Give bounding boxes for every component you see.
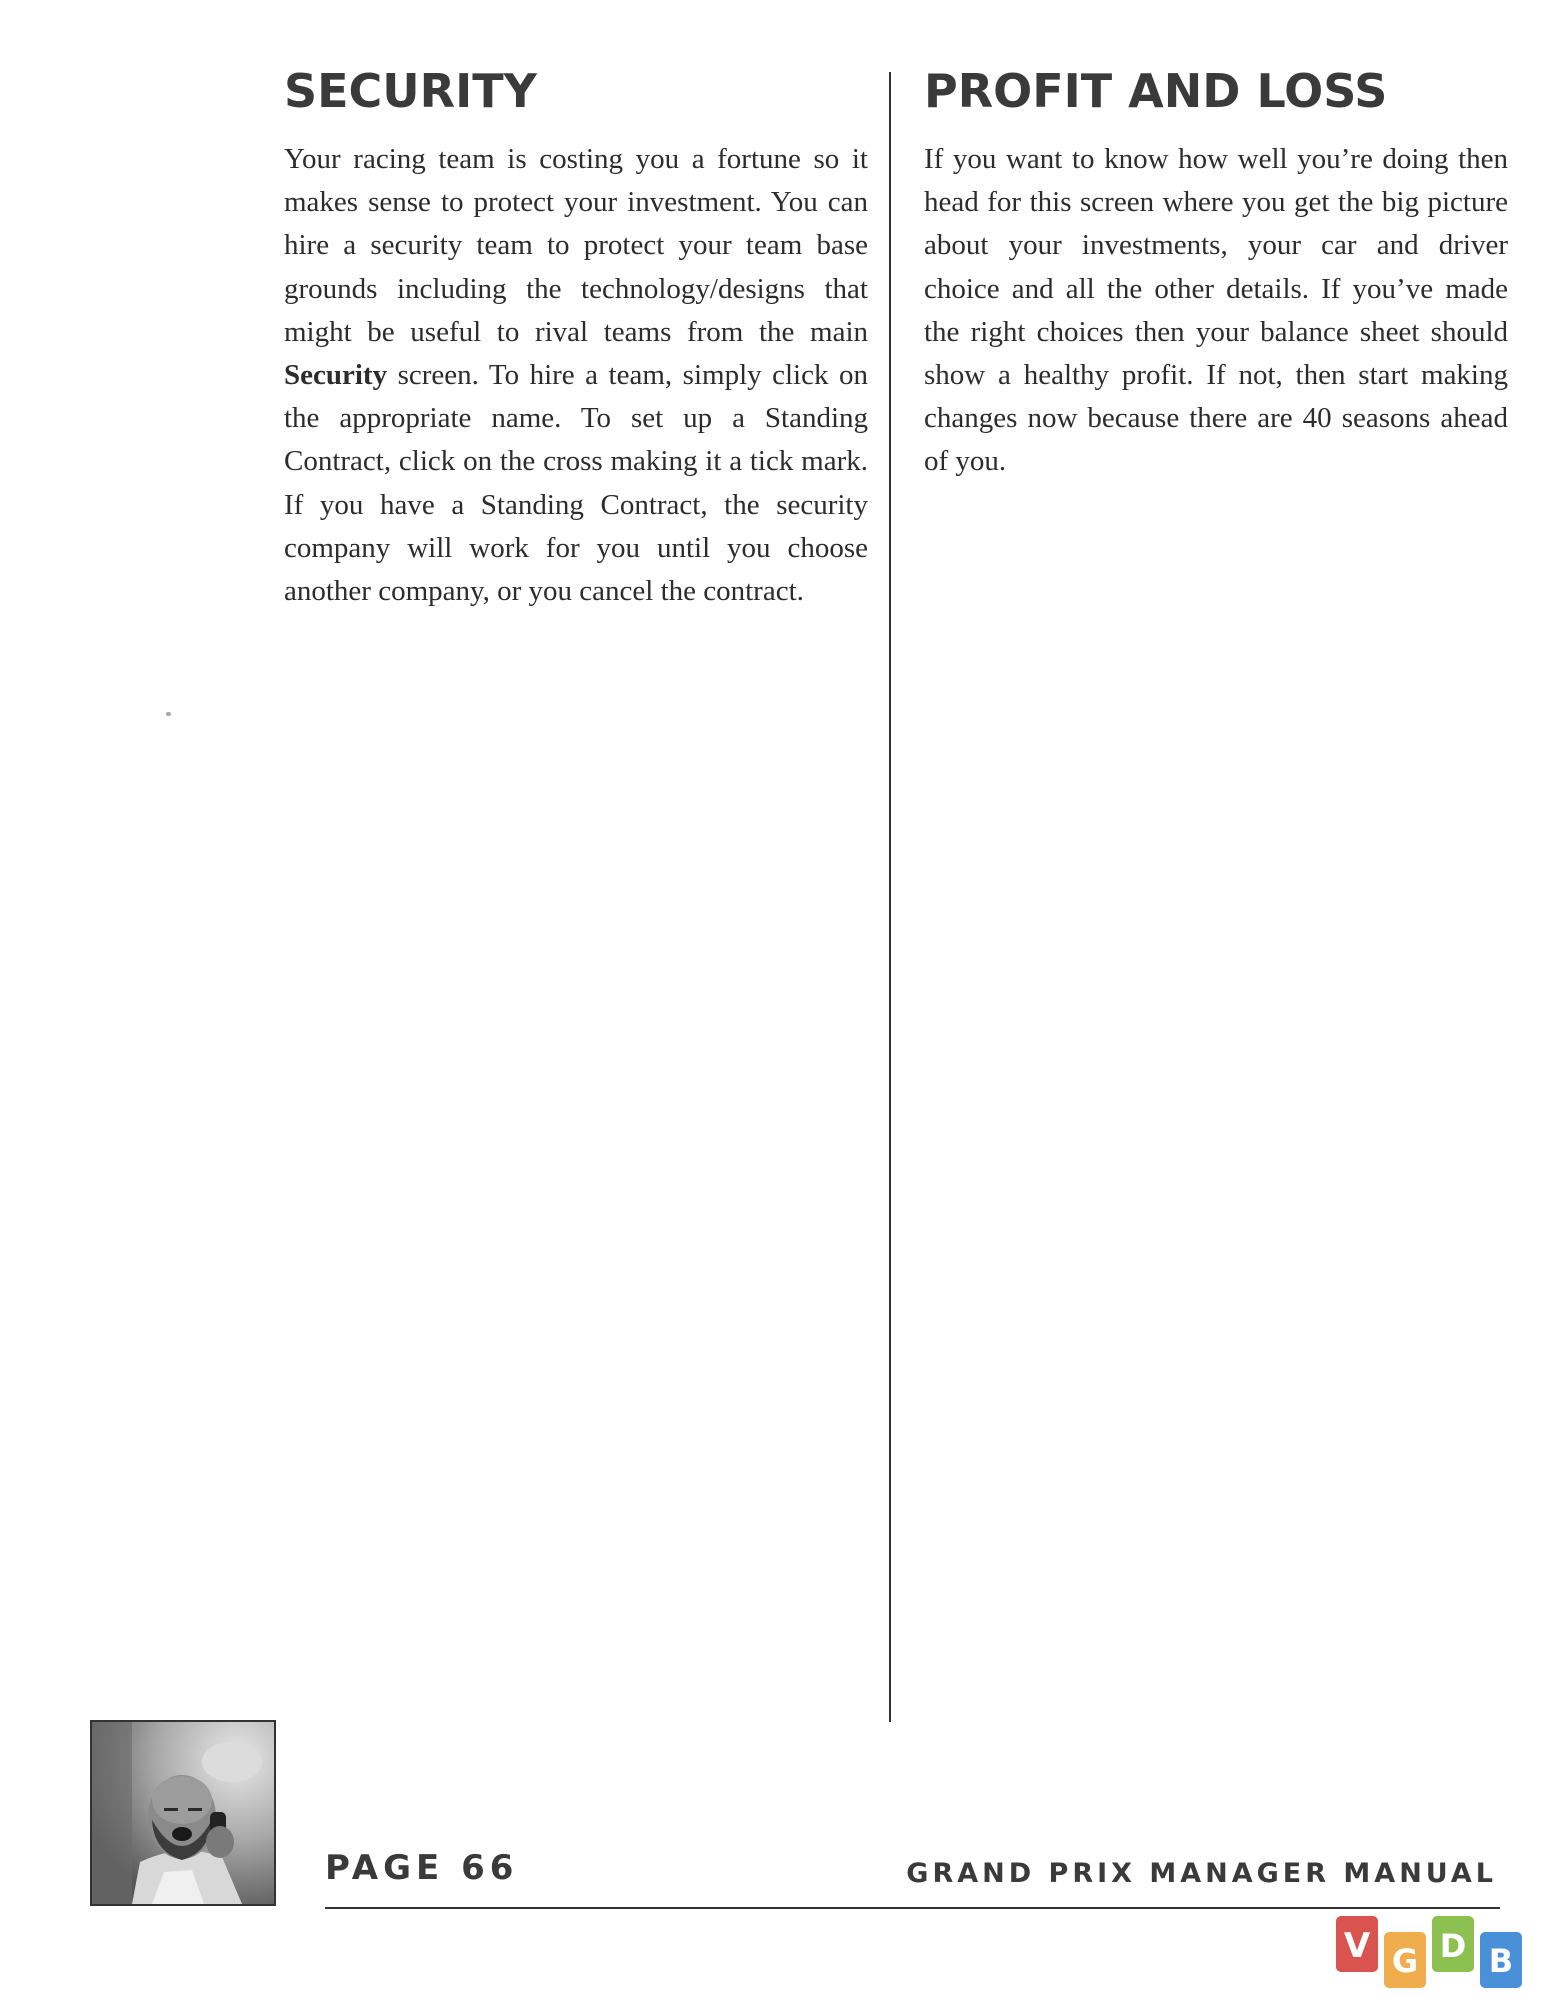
manual-title: GRAND PRIX MANAGER MANUAL [906,1858,1497,1889]
scan-speck [166,712,171,716]
security-text-end: screen. To hire a team, simply click on the appropriate name. To set up a Standing Contract, click on the cross making it a tick mark. If you have a Standing Contract, the security company will work for you until you choose another company, or you cancel the contract. [284,359,868,608]
footer-rule [325,1907,1500,1909]
vgdb-letter-v: V [1343,1926,1371,1966]
profit-and-loss-text-column [924,138,1508,484]
security-heading: SECURITY [284,64,537,118]
vgdb-letter-d: D [1439,1927,1467,1965]
photo-drawing [92,1722,274,1904]
page-number: PAGE 66 [325,1848,519,1888]
security-screen-name: Security [284,359,388,392]
security-paragraph [284,138,868,613]
vgdb-tile-v [1336,1916,1378,1972]
vgdb-tile-b [1480,1932,1522,1988]
vgdb-watermark-logo [1334,1914,1534,1994]
man-on-phone-photo [90,1720,276,1906]
vgdb-letter-g: G [1391,1942,1419,1980]
column-divider [889,72,891,1722]
vgdb-tile-g [1384,1932,1426,1988]
security-text-column [284,138,868,613]
vgdb-tile-d [1432,1916,1474,1972]
profit-and-loss-paragraph: If you want to know how well you’re doing then head for this screen where you get the big picture about your investments, your car and driver choice and all the other details. If you’ve made the right choices then your balance sheet should show a healthy profit. If not, then start making changes now because there are 40 seasons ahead of you. [924,143,1508,478]
vgdb-letter-b: B [1488,1942,1514,1980]
profit-and-loss-heading: PROFIT AND LOSS [924,64,1388,118]
security-text-start: Your racing team is costing you a fortune so it makes sense to protect your investment. You can hire a security team to protect your team base grounds including the technology/designs that might be useful to rival teams from the main [284,143,868,348]
